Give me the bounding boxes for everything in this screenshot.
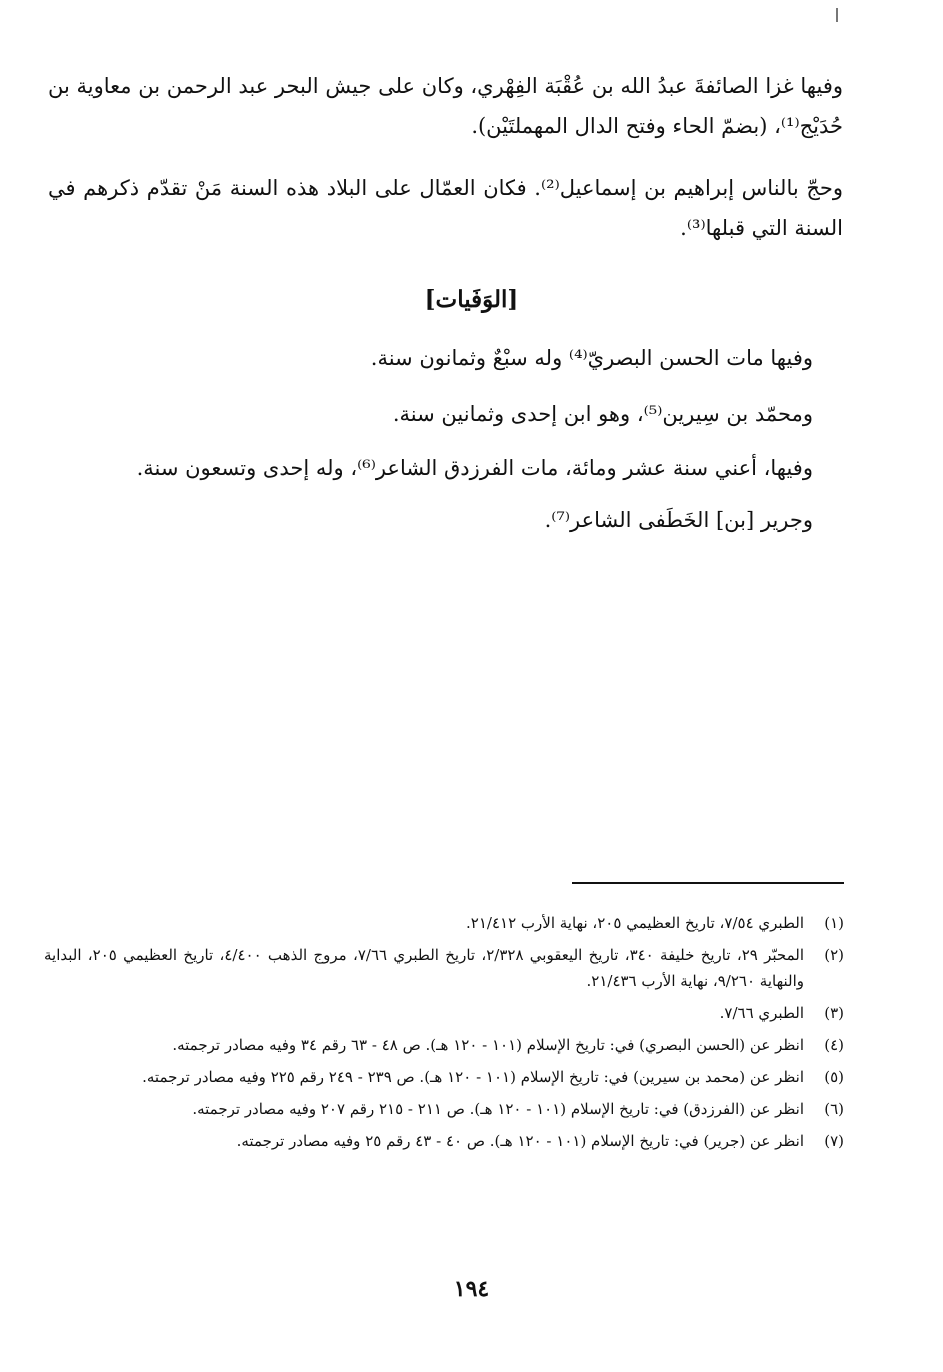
footnote-text: انظر عن (محمد بن سيرين) في: تاريخ الإسلام (١٠١ - ١٢٠ هـ). ص ٢٣٩ - ٢٤٩ رقم ٢٢٥ وفيه مصادر ترجمته. — [142, 1068, 804, 1086]
footnote-divider — [572, 882, 844, 884]
footnote — [44, 1000, 844, 1026]
death-entry: وفيها مات الحسن البصريّ⁽⁴⁾ وله سبْعٌ وثمانون سنة. — [370, 346, 813, 370]
paragraph-campaigns: وفيها غزا الصائفةَ عبدُ الله بن عُقْبَة الفِهْري، وكان على جيش البحر عبد الرحمن بن معاوية بن حُدَيْج⁽¹⁾، (بضمّ الحاء وفتح الدال المهملتَيْن). — [48, 74, 843, 138]
section-heading-deaths: [الوَفَيات] — [424, 286, 519, 313]
footnote — [44, 1064, 844, 1090]
page-number: ١٩٤ — [453, 1276, 490, 1302]
scan-mark — [836, 8, 838, 22]
footnote-number: (٧) — [824, 1132, 844, 1150]
footnote-number: (٤) — [824, 1036, 844, 1054]
footnote — [44, 942, 844, 994]
footnote-text: المحبّر ٢٩، تاريخ خليفة ٣٤٠، تاريخ اليعقوبي ٢/٣٢٨، تاريخ الطبري ٧/٦٦، مروج الذهب ٤/٤٠٠، تاريخ العظيمي ٢٠٥، البداية والنهاية ٩/٢٦٠، نهاية الأرب ٢١/٤٣٦. — [44, 946, 804, 990]
death-entry: وجرير [بن] الخَطَفى الشاعر⁽⁷⁾. — [544, 508, 813, 532]
footnote-text: الطبري ٧/٥٤، تاريخ العظيمي ٢٠٥، نهاية الأرب ٢١/٤١٢. — [466, 914, 804, 932]
death-entry: ومحمّد بن سِيرين⁽⁵⁾، وهو ابن إحدى وثمانين سنة. — [392, 402, 813, 426]
footnote-number: (١) — [824, 914, 844, 932]
footnote — [44, 910, 844, 936]
footnotes-section — [44, 910, 844, 1160]
footnote-number: (٥) — [824, 1068, 844, 1086]
footnote — [44, 1096, 844, 1122]
footnote-text: انظر عن (جرير) في: تاريخ الإسلام (١٠١ - ١٢٠ هـ). ص ٤٠ - ٤٣ رقم ٢٥ وفيه مصادر ترجمته. — [236, 1132, 804, 1150]
footnote-text: الطبري ٧/٦٦. — [719, 1004, 804, 1022]
footnote — [44, 1128, 844, 1154]
footnote-number: (٣) — [824, 1004, 844, 1022]
footnote-number: (٦) — [824, 1100, 844, 1118]
death-entry: وفيها، أعني سنة عشر ومائة، مات الفرزدق الشاعر⁽⁶⁾، وله إحدى وتسعون سنة. — [136, 456, 813, 480]
footnote-number: (٢) — [824, 946, 844, 964]
footnote — [44, 1032, 844, 1058]
paragraph-pilgrimage: وحجّ بالناس إبراهيم بن إسماعيل⁽²⁾. فكان العمّال على البلاد هذه السنة مَنْ تقدّم ذكرهم في السنة التي قبلها⁽³⁾. — [48, 176, 844, 240]
footnote-text: انظر عن (الحسن البصري) في: تاريخ الإسلام (١٠١ - ١٢٠ هـ). ص ٤٨ - ٦٣ رقم ٣٤ وفيه مصادر ترجمته. — [172, 1036, 804, 1054]
footnote-text: انظر عن (الفرزدق) في: تاريخ الإسلام (١٠١ - ١٢٠ هـ). ص ٢١١ - ٢١٥ رقم ٢٠٧ وفيه مصادر ترجمته. — [192, 1100, 804, 1118]
